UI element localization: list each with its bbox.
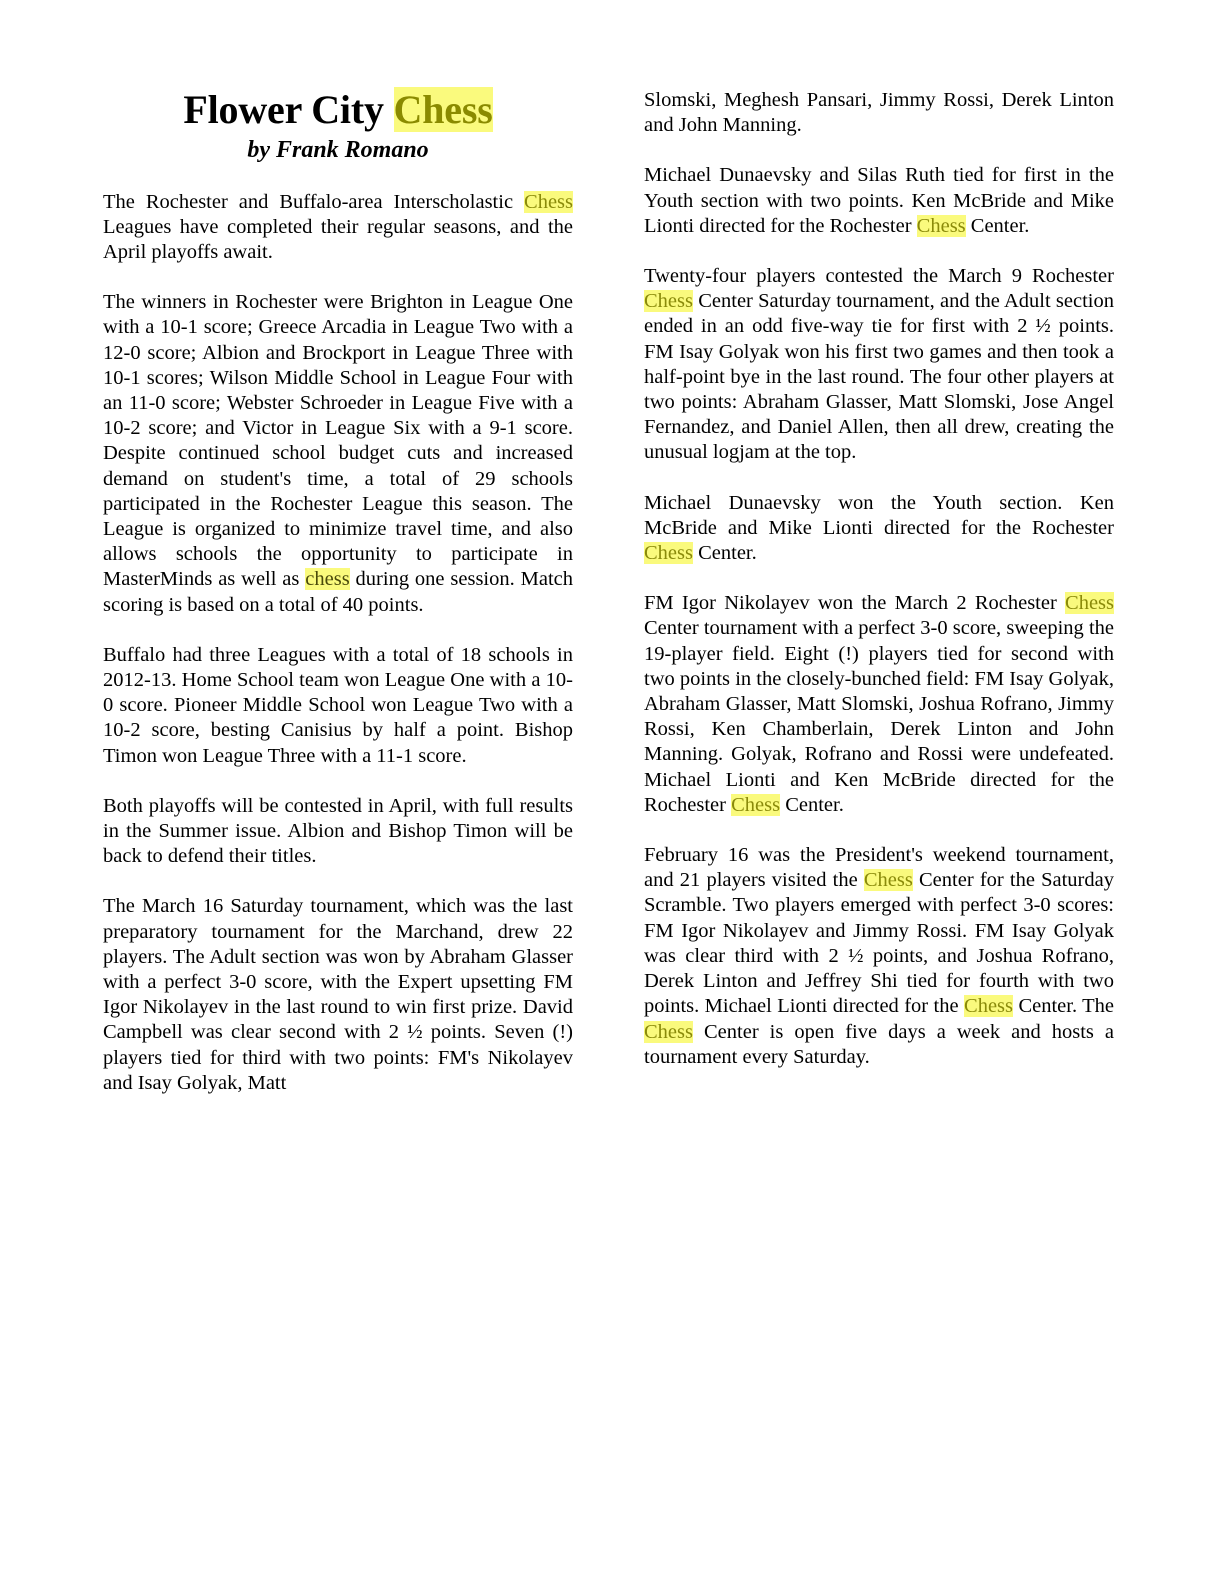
paragraph-p1: The Rochester and Buffalo-area Interscholastic Chess Leagues have completed their regular seasons, and the April playoffs await. [103,190,573,263]
highlighted-term: Chess [1065,592,1114,615]
right-column-body [644,88,1114,1070]
highlighted-term: Chess [644,542,693,565]
highlighted-term: Chess [524,190,573,213]
title-highlighted-word: Chess [393,87,493,132]
paragraph-p6: Slomski, Meghesh Pansari, Jimmy Rossi, Derek Linton and John Manning. [644,89,1114,137]
paragraph-p8: Twenty-four players contested the March 9 Rochester Chess Center Saturday tournament, and the Adult section ended in an odd five-way tie for first with 2 ½ points. FM Isay Golyak won his first two games and then took a half-point bye in the last round. The four other players at two points: Abraham Glasser, Matt Slomski, Jose Angel Fernandez, and Daniel Allen, then all drew, creating the unusual logjam at the top. [644,265,1114,464]
highlighted-term: Chess [644,1020,693,1043]
highlighted-term: Chess [731,793,781,816]
highlighted-term: Chess [964,995,1014,1018]
paragraph-p11: February 16 was the President's weekend tournament, and 21 players visited the Chess Center for the Saturday Scramble. Two players emerged with perfect 3-0 scores: FM Igor Nikolayev and Jimmy Rossi. FM Isay Golyak was clear third with 2 ½ points, and Joshua Rofrano, Derek Linton and Jeffrey Shi tied for fourth with two points. Michael Lionti directed for the Chess Center. The Chess Center is open five days a week and hosts a tournament every Saturday. [644,844,1115,1068]
paragraph-p7: Michael Dunaevsky and Silas Ruth tied for first in the Youth section with two points. Ken McBride and Mike Lionti directed for the Rochester Chess Center. [644,164,1114,237]
paragraph-p2: The winners in Rochester were Brighton in League One with a 10-1 score; Greece Arcadia in League Two with a 12-0 score; Albion and Brockport in League Three with 10-1 scores; Wilson Middle School in League Four with an 11-0 score; Webster Schroeder in League Five with a 10-2 score; and Victor in League Six with a 9-1 score. Despite continued school budget cuts and increased demand on student's time, a total of 29 schools participated in the Rochester League this season. The League is organized to minimize travel time, and also allows schools the opportunity to participate in MasterMinds as well as chess during one session. Match scoring is based on a total of 40 points. [103,291,573,616]
title-plain-text: Flower City [183,87,394,132]
two-column-layout [103,88,1114,1096]
highlighted-term: Chess [644,290,693,313]
paragraph-p5: The March 16 Saturday tournament, which was the last preparatory tournament for the Marchand, drew 22 players. The Adult section was won by Abraham Glasser with a perfect 3-0 score, with the Expert upsetting FM Igor Nikolayev in the last round to win first prize. David Campbell was clear second with 2 ½ points. Seven (!) players tied for third with two points: FM's Nikolayev and Isay Golyak, Matt [103,895,573,1094]
byline: by Frank Romano [247,137,429,164]
page-title [103,88,573,131]
paragraph-p10: FM Igor Nikolayev won the March 2 Rochester Chess Center tournament with a perfect 3-0 score, sweeping the 19-player field. Eight (!) players tied for second with two points in the closely-bunched field: FM Isay Golyak, Abraham Glasser, Matt Slomski, Joshua Rofrano, Jimmy Rossi, Ken Chamberlain, Derek Linton and John Manning. Golyak, Rofrano and Rossi were undefeated. Michael Lionti and Ken McBride directed for the Rochester Chess Center. [644,592,1114,816]
left-column [103,88,573,1096]
paragraph-p9: Michael Dunaevsky won the Youth section. Ken McBride and Mike Lionti directed for the Rochester Chess Center. [644,491,1114,565]
right-column [644,88,1114,1070]
paragraph-p4: Both playoffs will be contested in April, with full results in the Summer issue. Albion and Bishop Timon will be back to defend their titles. [103,794,573,868]
highlighted-term: Chess [863,869,913,892]
left-column-body [103,190,573,1097]
highlighted-term: Chess [916,214,966,237]
highlighted-term: chess [305,568,350,591]
paragraph-p3: Buffalo had three Leagues with a total of 18 schools in 2012-13. Home School team won League One with a 10-0 score. Pioneer Middle School won League Two with a 10-2 score, besting Canisius by half a point. Bishop Timon won League Three with a 11-1 score. [103,643,573,767]
